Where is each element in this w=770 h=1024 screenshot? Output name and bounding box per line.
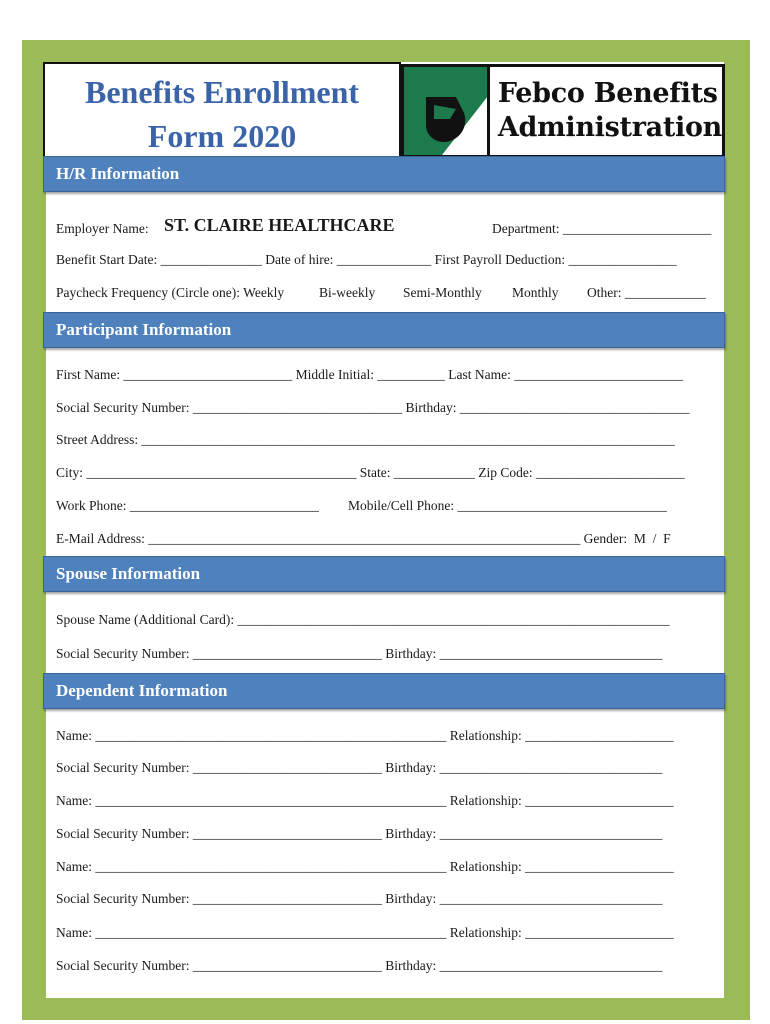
employer-row <box>56 216 716 238</box>
benefit-start-date-row[interactable]: Benefit Start Date: _______________ Date of hire: ______________ First Payroll Deduction: ________________ <box>56 252 677 267</box>
form-title-line-1: Benefits Enrollment <box>84 74 360 110</box>
dependent-1-ssn-row[interactable]: Social Security Number: ____________________________ Birthday: _________________________________ <box>56 760 663 775</box>
company-name-line-1: Febco Benefits <box>497 78 718 109</box>
paycheck-frequency-other-field[interactable]: Other: ____________ <box>587 285 706 300</box>
form-title-line-2: Form 2020 <box>147 118 297 154</box>
employer-name-label: Employer Name: <box>56 221 149 236</box>
participant-email-gender-row[interactable]: E-Mail Address: ________________________________________________________________ Gender: M / F <box>56 531 671 546</box>
company-name-line-2: Administration <box>497 112 722 143</box>
dependent-3-name-row[interactable]: Name: ____________________________________________________ Relationship: ______________________ <box>56 859 674 874</box>
section-participant-information: Participant Information <box>43 312 725 348</box>
participant-name-row[interactable]: First Name: _________________________ Middle Initial: __________ Last Name: _________________________ <box>56 367 683 382</box>
dependent-4-name-row[interactable]: Name: ____________________________________________________ Relationship: ______________________ <box>56 925 674 940</box>
paycheck-frequency-semimonthly-option[interactable]: Semi-Monthly <box>403 285 482 300</box>
participant-ssn-row[interactable]: Social Security Number: _______________________________ Birthday: __________________________________ <box>56 400 690 415</box>
dependent-4-ssn-row[interactable]: Social Security Number: ____________________________ Birthday: _________________________________ <box>56 958 663 973</box>
dependent-2-name-row[interactable]: Name: ____________________________________________________ Relationship: ______________________ <box>56 793 674 808</box>
company-logo-box <box>401 64 725 158</box>
company-name <box>490 67 722 155</box>
dependent-1-name-row[interactable]: Name: ____________________________________________________ Relationship: ______________________ <box>56 728 674 743</box>
paycheck-frequency-monthly-option[interactable]: Monthly <box>512 285 559 300</box>
febco-logo-icon <box>404 67 490 155</box>
department-field[interactable]: Department: ______________________ <box>492 221 712 236</box>
section-spouse-information: Spouse Information <box>43 556 725 592</box>
paycheck-frequency-weekly-option[interactable]: Paycheck Frequency (Circle one): Weekly <box>56 285 285 300</box>
participant-city-row[interactable]: City: ________________________________________ State: ____________ Zip Code: ______________________ <box>56 465 685 480</box>
employer-name-value[interactable]: ST. CLAIRE HEALTHCARE <box>164 215 395 235</box>
spouse-ssn-row[interactable]: Social Security Number: ____________________________ Birthday: _________________________________ <box>56 646 663 661</box>
mobile-phone-field[interactable]: Mobile/Cell Phone: _______________________________ <box>348 498 667 513</box>
participant-street-row[interactable]: Street Address: _______________________________________________________________________________ <box>56 432 675 447</box>
paycheck-frequency-biweekly-option[interactable]: Bi-weekly <box>319 285 376 300</box>
section-dependent-information: Dependent Information <box>43 673 725 709</box>
work-phone-field[interactable]: Work Phone: ____________________________ <box>56 498 319 513</box>
dependent-2-ssn-row[interactable]: Social Security Number: ____________________________ Birthday: _________________________________ <box>56 826 663 841</box>
section-hr-information: H/R Information <box>43 156 725 192</box>
form-title-box <box>43 62 401 158</box>
dependent-3-ssn-row[interactable]: Social Security Number: ____________________________ Birthday: _________________________________ <box>56 891 663 906</box>
spouse-name-row[interactable]: Spouse Name (Additional Card): ________________________________________________________________ <box>56 612 670 627</box>
